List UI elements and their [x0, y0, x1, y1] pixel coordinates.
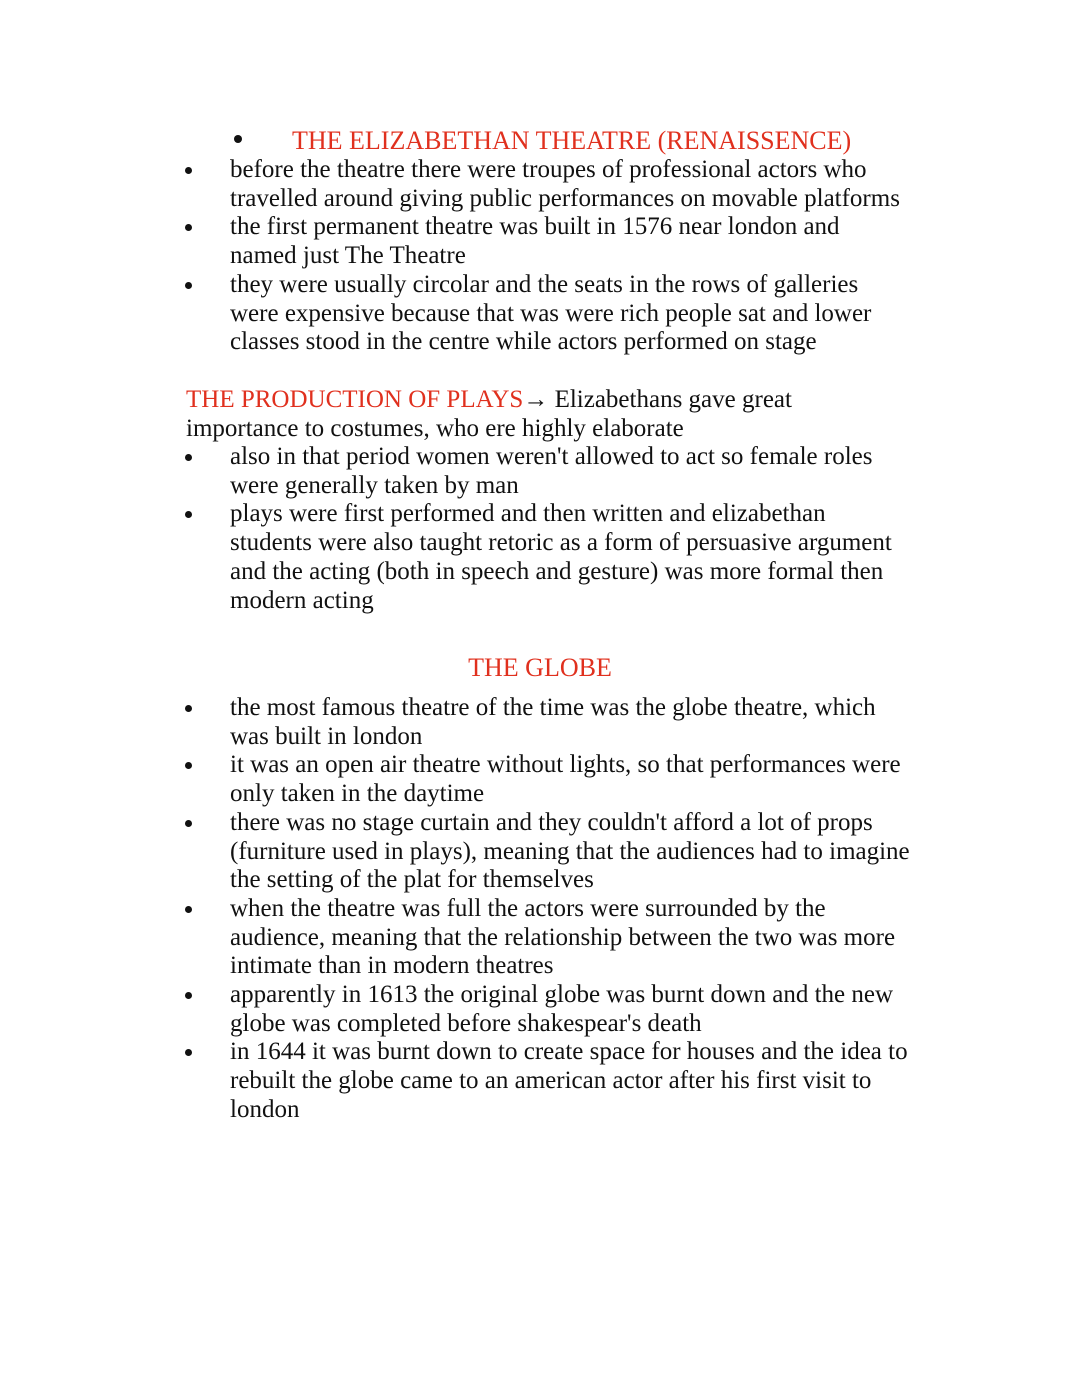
bullet-dot-icon: [234, 135, 242, 143]
list-item: in 1644 it was burnt down to create space for houses and the idea to rebuilt the globe came to an american actor after his first visit to london: [0, 1038, 910, 1124]
list-item: the most famous theatre of the time was the globe theatre, which was built in london: [0, 694, 910, 751]
section-title-globe: THE GLOBE: [468, 653, 612, 682]
production-text: Elizabethans gave great importance to costumes, who ere highly elaborate: [186, 386, 792, 442]
list-item: apparently in 1613 the original globe was burnt down and the new globe was completed before shakespear's death: [0, 981, 910, 1038]
list-item: when the theatre was full the actors were surrounded by the audience, meaning that the relationship between the two was more intimate than in modern theatres: [0, 895, 910, 981]
elizabethan-theatre-list: [0, 156, 910, 357]
list-item: there was no stage curtain and they couldn't afford a lot of props (furniture used in plays), meaning that the audiences had to imagine the setting of the plat for themselves: [0, 809, 910, 895]
list-item: it was an open air theatre without lights, so that performances were only taken in the daytime: [0, 751, 910, 808]
list-item: also in that period women weren't allowed to act so female roles were generally taken by man: [0, 443, 910, 500]
production-paragraph: [186, 386, 906, 443]
globe-list: [0, 694, 910, 1125]
arrow-icon: →: [523, 386, 549, 413]
list-item: plays were first performed and then written and elizabethan students were also taught retoric as a form of persuasive argument and the acting (both in speech and gesture) was more formal then modern acting: [0, 500, 910, 615]
list-item: they were usually circolar and the seats in the rows of galleries were expensive because that was were rich people sat and lower classes stood in the centre while actors performed on stage: [0, 271, 910, 357]
production-heading: THE PRODUCTION OF PLAYS: [186, 386, 524, 413]
list-item: before the theatre there were troupes of professional actors who travelled around giving public performances on movable platforms: [0, 156, 910, 213]
section-title-elizabethan-theatre: THE ELIZABETHAN THEATRE (RENAISSENCE): [292, 126, 852, 155]
list-item: the first permanent theatre was built in 1576 near london and named just The Theatre: [0, 213, 910, 270]
production-list: [0, 443, 910, 615]
